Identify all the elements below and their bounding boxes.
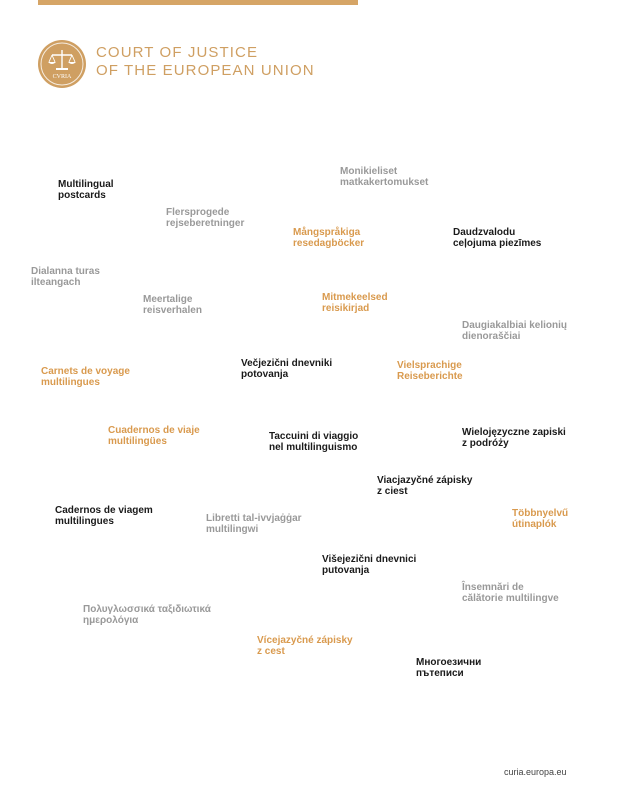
phrase-line: Carnets de voyage (41, 366, 130, 377)
phrase-line: Monikieliset (340, 166, 398, 177)
phrase-line: multilingues (55, 516, 114, 527)
phrase-line: Multilingual (58, 179, 114, 190)
phrase-line: Vícejazyčné zápisky (257, 635, 353, 646)
phrase-line: Многоезични (416, 657, 482, 668)
phrase-line: reisverhalen (143, 305, 202, 316)
phrase-line: multilingwi (206, 524, 259, 535)
phrase-line: Însemnări de (462, 582, 524, 593)
phrase-polish (462, 427, 566, 449)
phrase-line: Többnyelvű (512, 508, 569, 519)
phrase-slovenian (241, 358, 332, 380)
phrase-line: Taccuini di viaggio (269, 431, 359, 442)
phrase-line: reisikirjad (322, 303, 370, 314)
phrase-line: Libretti tal-ivvjaġġar (206, 513, 302, 524)
phrase-line: Cuadernos de viaje (108, 425, 200, 436)
footer-website-link[interactable]: curia.europa.eu (504, 767, 567, 777)
phrase-irish (31, 266, 100, 288)
phrase-line: z cest (257, 646, 285, 657)
phrase-czech (257, 635, 353, 657)
phrase-dutch (143, 294, 202, 316)
phrase-lithuanian (462, 320, 567, 342)
organization-name (96, 44, 315, 80)
phrase-german (397, 360, 463, 382)
phrase-spanish (108, 425, 200, 447)
phrase-line: dienoraščiai (462, 331, 521, 342)
phrase-line: Meertalige (143, 294, 193, 305)
phrase-line: Reiseberichte (397, 371, 463, 382)
phrase-line: Mångspråkiga (293, 227, 361, 238)
phrase-line: пътеписи (416, 668, 464, 679)
phrase-line: Vielsprachige (397, 360, 462, 371)
phrase-line: Πολυγλωσσικά ταξιδιωτικά (83, 604, 211, 615)
phrase-croatian (322, 554, 416, 576)
phrase-line: Viacjazyčné zápisky (377, 475, 473, 486)
phrase-line: nel multilinguismo (269, 442, 358, 453)
phrase-line: útinaplók (512, 519, 557, 530)
phrase-portuguese (55, 505, 153, 527)
org-name-line-1: COURT OF JUSTICE (96, 44, 259, 61)
phrase-latvian (453, 227, 541, 249)
phrase-line: multilingues (41, 377, 100, 388)
phrase-slovak (377, 475, 472, 497)
phrase-line: Dialanna turas (31, 266, 100, 277)
phrase-danish (166, 207, 244, 229)
phrase-hungarian (512, 508, 568, 530)
phrase-line: postcards (58, 190, 106, 201)
phrase-swedish (293, 227, 364, 249)
org-name-line-2: OF THE EUROPEAN UNION (96, 62, 315, 79)
phrase-line: ημερολόγια (83, 615, 139, 626)
phrase-greek (83, 604, 211, 626)
svg-text:CVRIA: CVRIA (52, 74, 72, 80)
phrase-line: rejseberetninger (166, 218, 245, 229)
court-seal-icon (38, 40, 86, 88)
phrase-line: ilteangach (31, 277, 81, 288)
phrase-romanian (462, 582, 559, 604)
phrase-line: multilingües (108, 436, 167, 447)
phrase-italian (269, 431, 358, 453)
phrase-estonian (322, 292, 388, 314)
phrase-finnish (340, 166, 428, 188)
phrase-line: z podróży (462, 438, 509, 449)
phrase-line: z ciest (377, 486, 408, 497)
phrase-bulgarian (416, 657, 481, 679)
phrase-english (58, 179, 114, 201)
phrase-line: resedagböcker (293, 238, 365, 249)
court-seal-logo (38, 40, 86, 88)
phrase-french (41, 366, 130, 388)
phrase-line: Daugiakalbiai kelionių (462, 320, 568, 331)
phrase-line: Daudzvalodu (453, 227, 516, 238)
phrase-line: Višejezični dnevnici (322, 554, 417, 565)
phrase-line: Flersprogede (166, 207, 230, 218)
phrase-line: Cadernos de viagem (55, 505, 153, 516)
phrase-line: ceļojuma piezīmes (453, 238, 542, 249)
phrase-line: potovanja (241, 369, 289, 380)
top-accent-bar (38, 0, 358, 5)
phrase-line: călătorie multilingve (462, 593, 559, 604)
phrase-line: matkakertomukset (340, 177, 429, 188)
phrase-line: Mitmekeelsed (322, 292, 388, 303)
phrase-line: Wielojęzyczne zapiski (462, 427, 566, 438)
phrase-line: Večjezični dnevniki (241, 358, 333, 369)
phrase-line: putovanja (322, 565, 370, 576)
phrase-maltese (206, 513, 302, 535)
